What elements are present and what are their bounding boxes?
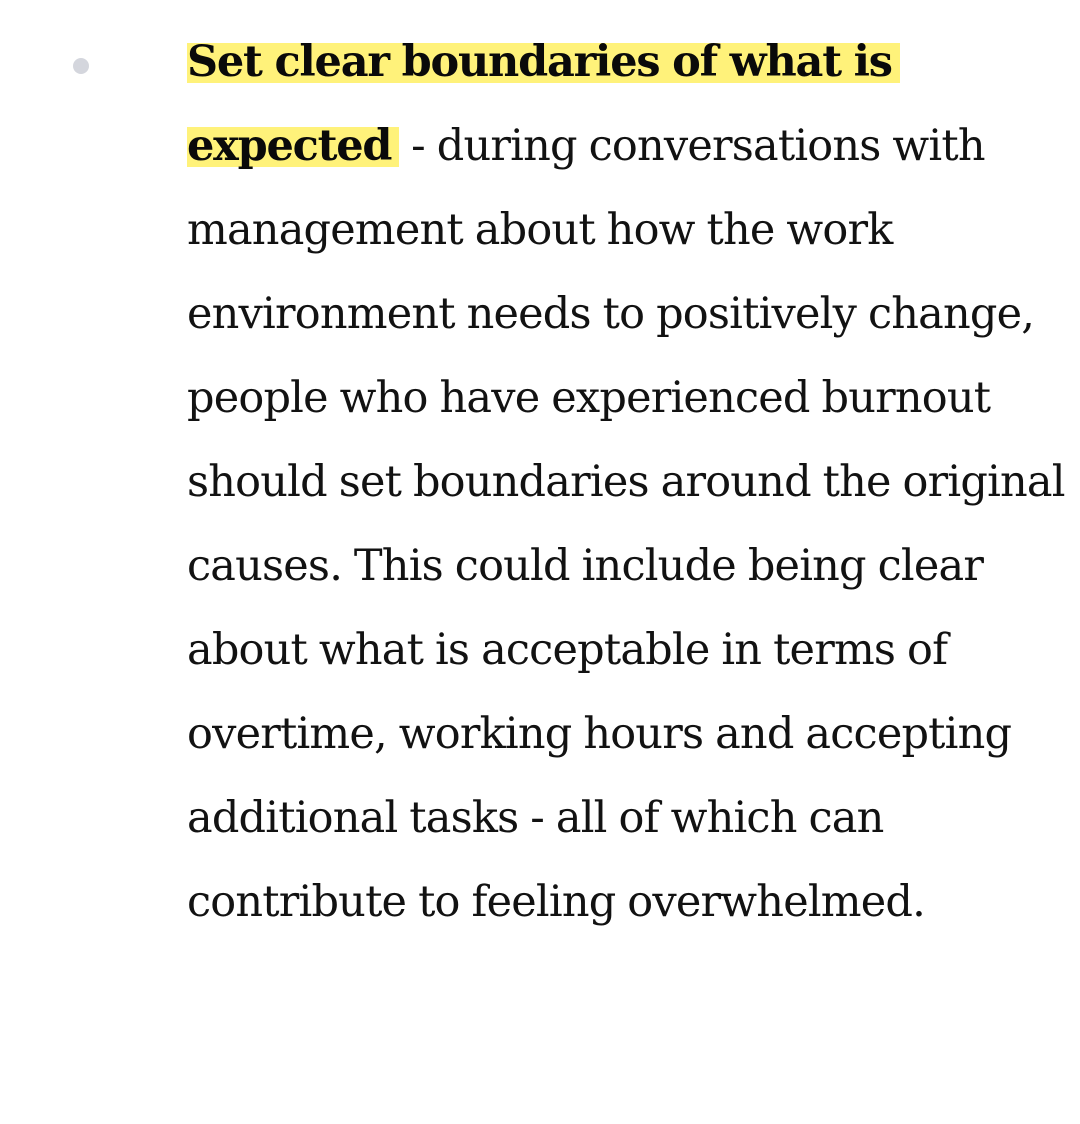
- heading-line-1: Set clear boundaries of what is: [187, 37, 892, 87]
- heading-line-2: expected: [187, 121, 392, 171]
- body-text: - during conversations with management about how the work environment needs to positively change, people who have experienced burnout should set boundaries around the original causes. This could include being clear about what is acceptable in terms of overtime, working hours and accepting additional tasks - all of which can contribute to feeling overwhelmed.: [187, 121, 1065, 927]
- bullet-point: [73, 58, 89, 74]
- list-item: [187, 20, 1067, 944]
